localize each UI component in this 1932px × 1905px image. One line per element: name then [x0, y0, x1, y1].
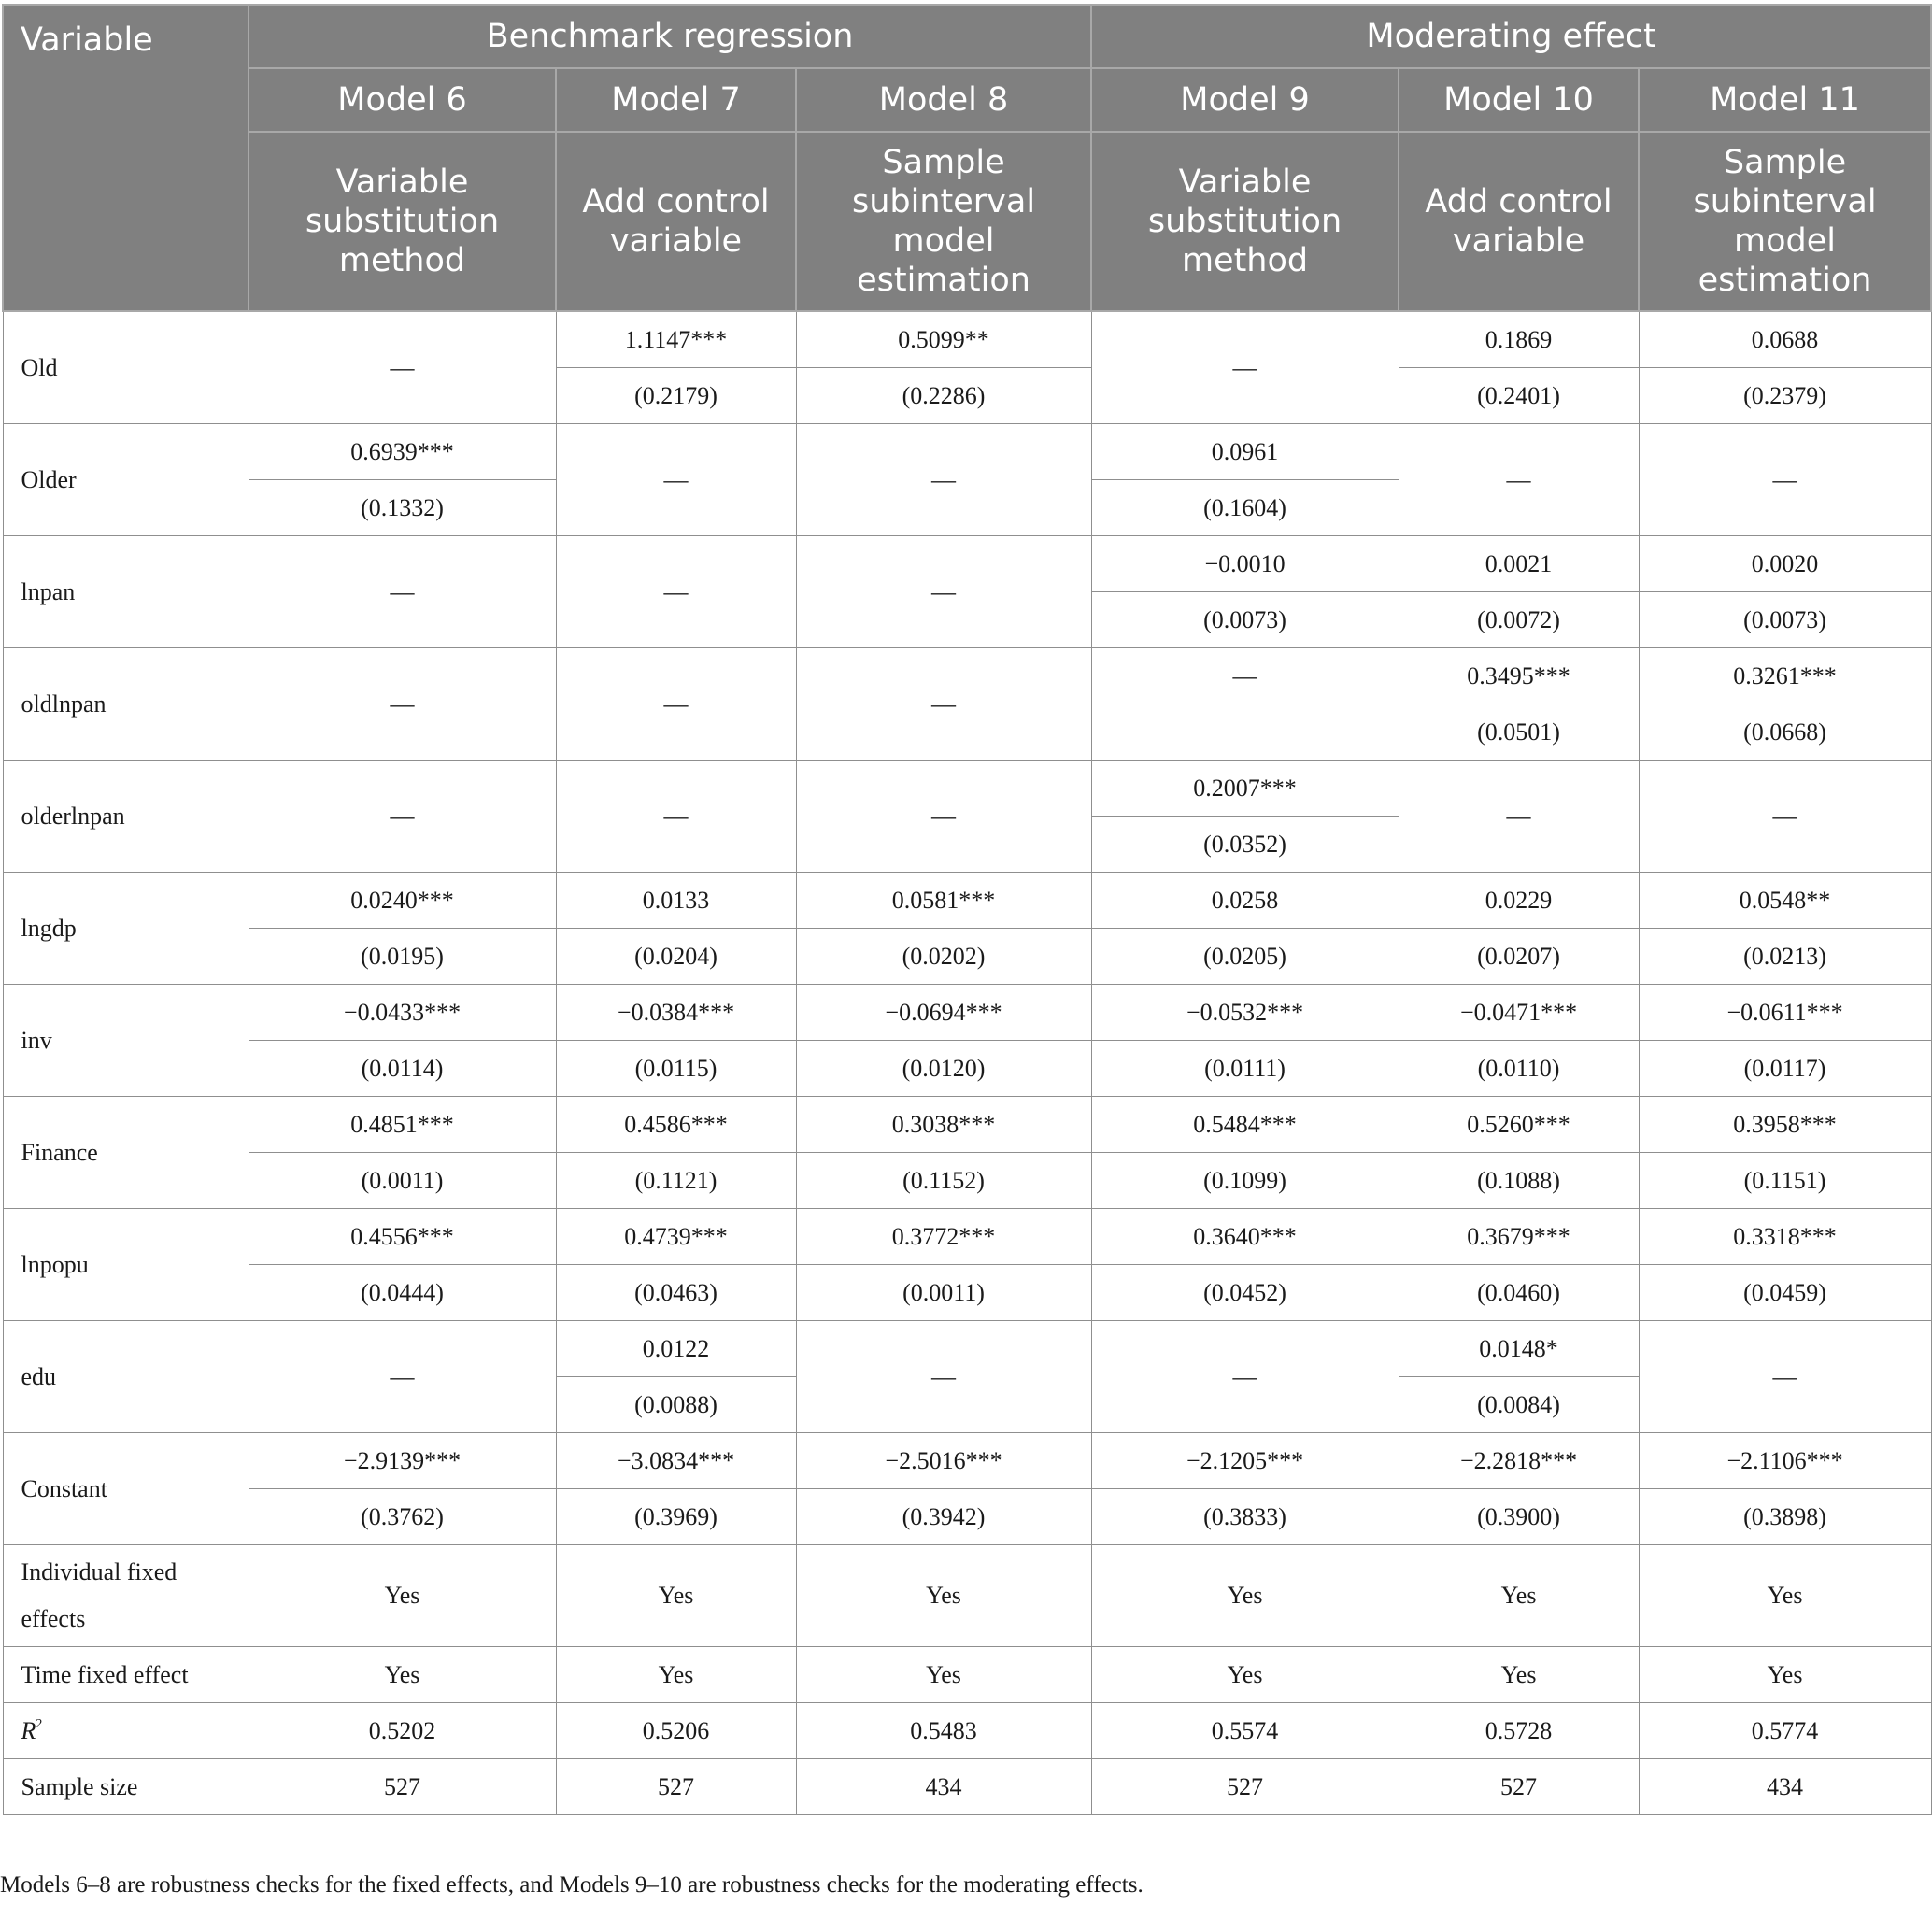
table-cell: Yes [1399, 1545, 1639, 1647]
table-cell: — [249, 311, 556, 424]
standard-error-cell: (0.1151) [1639, 1153, 1931, 1209]
row-label: lnpopu [3, 1209, 249, 1321]
coefficient-cell: 0.0548** [1639, 873, 1931, 929]
standard-error-cell: (0.0072) [1399, 592, 1639, 648]
standard-error-cell: (0.0207) [1399, 929, 1639, 985]
coefficient-cell: 0.5260*** [1399, 1097, 1639, 1153]
table-row [3, 424, 1931, 480]
table-cell: — [796, 648, 1091, 761]
standard-error-cell: (0.0460) [1399, 1265, 1639, 1321]
table-row [3, 873, 1931, 929]
row-label: Old [3, 311, 249, 424]
variable-column-header: Variable [3, 5, 249, 311]
table-cell: — [796, 1321, 1091, 1433]
coefficient-cell: 0.0148* [1399, 1321, 1639, 1377]
standard-error-cell: (0.0120) [796, 1041, 1091, 1097]
standard-error-cell: (0.3900) [1399, 1489, 1639, 1545]
table-cell: 527 [556, 1759, 796, 1815]
standard-error-cell: (0.0668) [1639, 704, 1931, 761]
table-cell: Yes [796, 1545, 1091, 1647]
table-cell: Yes [556, 1647, 796, 1703]
standard-error-cell: (0.3833) [1091, 1489, 1399, 1545]
table-cell: — [556, 761, 796, 873]
coefficient-cell: −2.5016*** [796, 1433, 1091, 1489]
model-header: Model 8 [796, 68, 1091, 132]
coefficient-cell: −0.0384*** [556, 985, 796, 1041]
coefficient-cell: 0.4851*** [249, 1097, 556, 1153]
row-label: Time fixed effect [3, 1647, 249, 1703]
table-cell: — [796, 424, 1091, 536]
table-cell: — [556, 424, 796, 536]
coefficient-cell: −0.0010 [1091, 536, 1399, 592]
standard-error-cell: (0.2286) [796, 368, 1091, 424]
coefficient-cell: −0.0694*** [796, 985, 1091, 1041]
coefficient-cell: −2.2818*** [1399, 1433, 1639, 1489]
coefficient-cell: 0.0961 [1091, 424, 1399, 480]
table-cell: Yes [1091, 1545, 1399, 1647]
table-cell: — [1639, 761, 1931, 873]
coefficient-cell: −0.0611*** [1639, 985, 1931, 1041]
method-header: Sample subinterval model estimation [1639, 132, 1931, 311]
coefficient-cell: 0.5484*** [1091, 1097, 1399, 1153]
coefficient-cell: −2.1205*** [1091, 1433, 1399, 1489]
table-row [3, 1489, 1931, 1545]
table-row [3, 761, 1931, 817]
coefficient-cell: 0.0021 [1399, 536, 1639, 592]
table-cell: Yes [556, 1545, 796, 1647]
table-cell: Yes [1639, 1647, 1931, 1703]
table-row [3, 1041, 1931, 1097]
model-header: Model 11 [1639, 68, 1931, 132]
standard-error-cell: (0.0202) [796, 929, 1091, 985]
table-cell: — [796, 761, 1091, 873]
table-cell: Yes [249, 1647, 556, 1703]
coefficient-cell: 0.4556*** [249, 1209, 556, 1265]
row-label: oldlnpan [3, 648, 249, 761]
table-cell: — [249, 648, 556, 761]
table-cell: Yes [796, 1647, 1091, 1703]
method-header: Variable substitution method [249, 132, 556, 311]
table-body [3, 311, 1931, 1815]
table-row [3, 1647, 1931, 1703]
standard-error-cell: (0.0117) [1639, 1041, 1931, 1097]
table-cell: — [796, 536, 1091, 648]
standard-error-cell: (0.0213) [1639, 929, 1931, 985]
standard-error-cell: (0.0073) [1639, 592, 1931, 648]
table-cell: 0.5202 [249, 1703, 556, 1759]
table-cell: — [249, 761, 556, 873]
standard-error-cell: (0.0111) [1091, 1041, 1399, 1097]
row-label: lngdp [3, 873, 249, 985]
benchmark-regression-header: Benchmark regression [249, 5, 1091, 68]
standard-error-cell: (0.0204) [556, 929, 796, 985]
table-cell: 0.5483 [796, 1703, 1091, 1759]
coefficient-cell: 0.0020 [1639, 536, 1931, 592]
table-cell: Yes [1639, 1545, 1931, 1647]
model-header: Model 9 [1091, 68, 1399, 132]
coefficient-cell: 0.0688 [1639, 311, 1931, 368]
coefficient-cell: 0.3772*** [796, 1209, 1091, 1265]
standard-error-cell: (0.1121) [556, 1153, 796, 1209]
model-header: Model 10 [1399, 68, 1639, 132]
coefficient-cell: 0.3261*** [1639, 648, 1931, 704]
table-cell: 527 [1091, 1759, 1399, 1815]
standard-error-cell: (0.0084) [1399, 1377, 1639, 1433]
coefficient-cell: 0.0133 [556, 873, 796, 929]
standard-error-cell: (0.0088) [556, 1377, 796, 1433]
coefficient-cell: 0.3958*** [1639, 1097, 1931, 1153]
coefficient-cell: 1.1147*** [556, 311, 796, 368]
moderating-effect-header: Moderating effect [1091, 5, 1931, 68]
row-label: edu [3, 1321, 249, 1433]
standard-error-cell: (0.0444) [249, 1265, 556, 1321]
standard-error-cell: (0.0463) [556, 1265, 796, 1321]
table-cell: 0.5574 [1091, 1703, 1399, 1759]
table-cell: Yes [1399, 1647, 1639, 1703]
coefficient-cell: 0.0258 [1091, 873, 1399, 929]
standard-error-cell: (0.1604) [1091, 480, 1399, 536]
r-squared-label: R [21, 1716, 36, 1744]
coefficient-cell: 0.4739*** [556, 1209, 796, 1265]
r-squared-superscript: 2 [36, 1716, 43, 1731]
coefficient-cell: 0.6939*** [249, 424, 556, 480]
table-row [3, 536, 1931, 592]
standard-error-cell: (0.2179) [556, 368, 796, 424]
regression-table [2, 4, 1932, 1815]
standard-error-cell: (0.0195) [249, 929, 556, 985]
standard-error-cell: (0.3898) [1639, 1489, 1931, 1545]
method-header: Sample subinterval model estimation [796, 132, 1091, 311]
standard-error-cell: (0.0073) [1091, 592, 1399, 648]
row-label: Constant [3, 1433, 249, 1545]
table-cell: Yes [1091, 1647, 1399, 1703]
standard-error-cell: (0.3942) [796, 1489, 1091, 1545]
table-row [3, 1545, 1931, 1647]
standard-error-cell: (0.3969) [556, 1489, 796, 1545]
coefficient-cell: 0.3318*** [1639, 1209, 1931, 1265]
method-header: Variable substitution method [1091, 132, 1399, 311]
coefficient-cell: 0.5099** [796, 311, 1091, 368]
standard-error-cell: (0.2379) [1639, 368, 1931, 424]
table-header [3, 5, 1931, 311]
table-cell: Yes [249, 1545, 556, 1647]
table-cell: — [249, 1321, 556, 1433]
coefficient-cell: 0.3640*** [1091, 1209, 1399, 1265]
table-cell: — [1091, 311, 1399, 424]
method-header: Add control variable [1399, 132, 1639, 311]
table-cell: 527 [1399, 1759, 1639, 1815]
coefficient-cell: 0.3679*** [1399, 1209, 1639, 1265]
table-row [3, 929, 1931, 985]
table-cell: 0.5728 [1399, 1703, 1639, 1759]
row-label: inv [3, 985, 249, 1097]
table-row [3, 1153, 1931, 1209]
table-cell: — [1639, 424, 1931, 536]
row-label: Sample size [3, 1759, 249, 1815]
model-header: Model 6 [249, 68, 556, 132]
table-row [3, 1703, 1931, 1759]
coefficient-cell: 0.0122 [556, 1321, 796, 1377]
standard-error-cell: (0.0011) [249, 1153, 556, 1209]
coefficient-cell: −2.9139*** [249, 1433, 556, 1489]
model-header: Model 7 [556, 68, 796, 132]
coefficient-cell: 0.4586*** [556, 1097, 796, 1153]
coefficient-cell: −0.0433*** [249, 985, 556, 1041]
row-label: olderlnpan [3, 761, 249, 873]
table-cell: 0.5774 [1639, 1703, 1931, 1759]
standard-error-cell: (0.1152) [796, 1153, 1091, 1209]
standard-error-cell: (0.0011) [796, 1265, 1091, 1321]
table-row [3, 1097, 1931, 1153]
coefficient-cell: 0.3495*** [1399, 648, 1639, 704]
coefficient-cell: −0.0532*** [1091, 985, 1399, 1041]
table-footnote: Models 6–8 are robustness checks for the fixed effects, and Models 9–10 are robustness checks for the moderating effects. [0, 1872, 1144, 1898]
standard-error-cell [1091, 704, 1399, 761]
coefficient-cell: 0.0581*** [796, 873, 1091, 929]
standard-error-cell: (0.1332) [249, 480, 556, 536]
standard-error-cell: (0.2401) [1399, 368, 1639, 424]
standard-error-cell: (0.0110) [1399, 1041, 1639, 1097]
coefficient-cell: −0.0471*** [1399, 985, 1639, 1041]
table-cell: 0.5206 [556, 1703, 796, 1759]
row-label: Individual fixed effects [3, 1545, 249, 1647]
row-label: Finance [3, 1097, 249, 1209]
coefficient-cell: −3.0834*** [556, 1433, 796, 1489]
standard-error-cell: (0.0205) [1091, 929, 1399, 985]
row-label: lnpan [3, 536, 249, 648]
table-row [3, 985, 1931, 1041]
row-label: Older [3, 424, 249, 536]
method-header: Add control variable [556, 132, 796, 311]
standard-error-cell: (0.0114) [249, 1041, 556, 1097]
coefficient-cell: 0.0240*** [249, 873, 556, 929]
table-cell: — [249, 536, 556, 648]
table-row [3, 1209, 1931, 1265]
coefficient-cell: 0.1869 [1399, 311, 1639, 368]
coefficient-cell: 0.3038*** [796, 1097, 1091, 1153]
table-cell: — [556, 536, 796, 648]
standard-error-cell: (0.0459) [1639, 1265, 1931, 1321]
table-row [3, 1433, 1931, 1489]
standard-error-cell: (0.0352) [1091, 817, 1399, 873]
coefficient-cell: −2.1106*** [1639, 1433, 1931, 1489]
standard-error-cell: (0.0452) [1091, 1265, 1399, 1321]
table-cell: — [1091, 1321, 1399, 1433]
table-row [3, 1321, 1931, 1377]
standard-error-cell: (0.3762) [249, 1489, 556, 1545]
standard-error-cell: (0.1099) [1091, 1153, 1399, 1209]
table-cell: 527 [249, 1759, 556, 1815]
table-row [3, 1265, 1931, 1321]
table-cell: 434 [1639, 1759, 1931, 1815]
table-cell: — [556, 648, 796, 761]
standard-error-cell: (0.0115) [556, 1041, 796, 1097]
standard-error-cell: (0.1088) [1399, 1153, 1639, 1209]
table-cell: — [1639, 1321, 1931, 1433]
table-row [3, 1759, 1931, 1815]
coefficient-cell: 0.0229 [1399, 873, 1639, 929]
coefficient-cell: 0.2007*** [1091, 761, 1399, 817]
table-cell: 434 [796, 1759, 1091, 1815]
coefficient-cell: — [1091, 648, 1399, 704]
table-row [3, 311, 1931, 368]
table-row [3, 648, 1931, 704]
table-cell: — [1399, 761, 1639, 873]
standard-error-cell: (0.0501) [1399, 704, 1639, 761]
row-label [3, 1703, 249, 1759]
table-cell: — [1399, 424, 1639, 536]
